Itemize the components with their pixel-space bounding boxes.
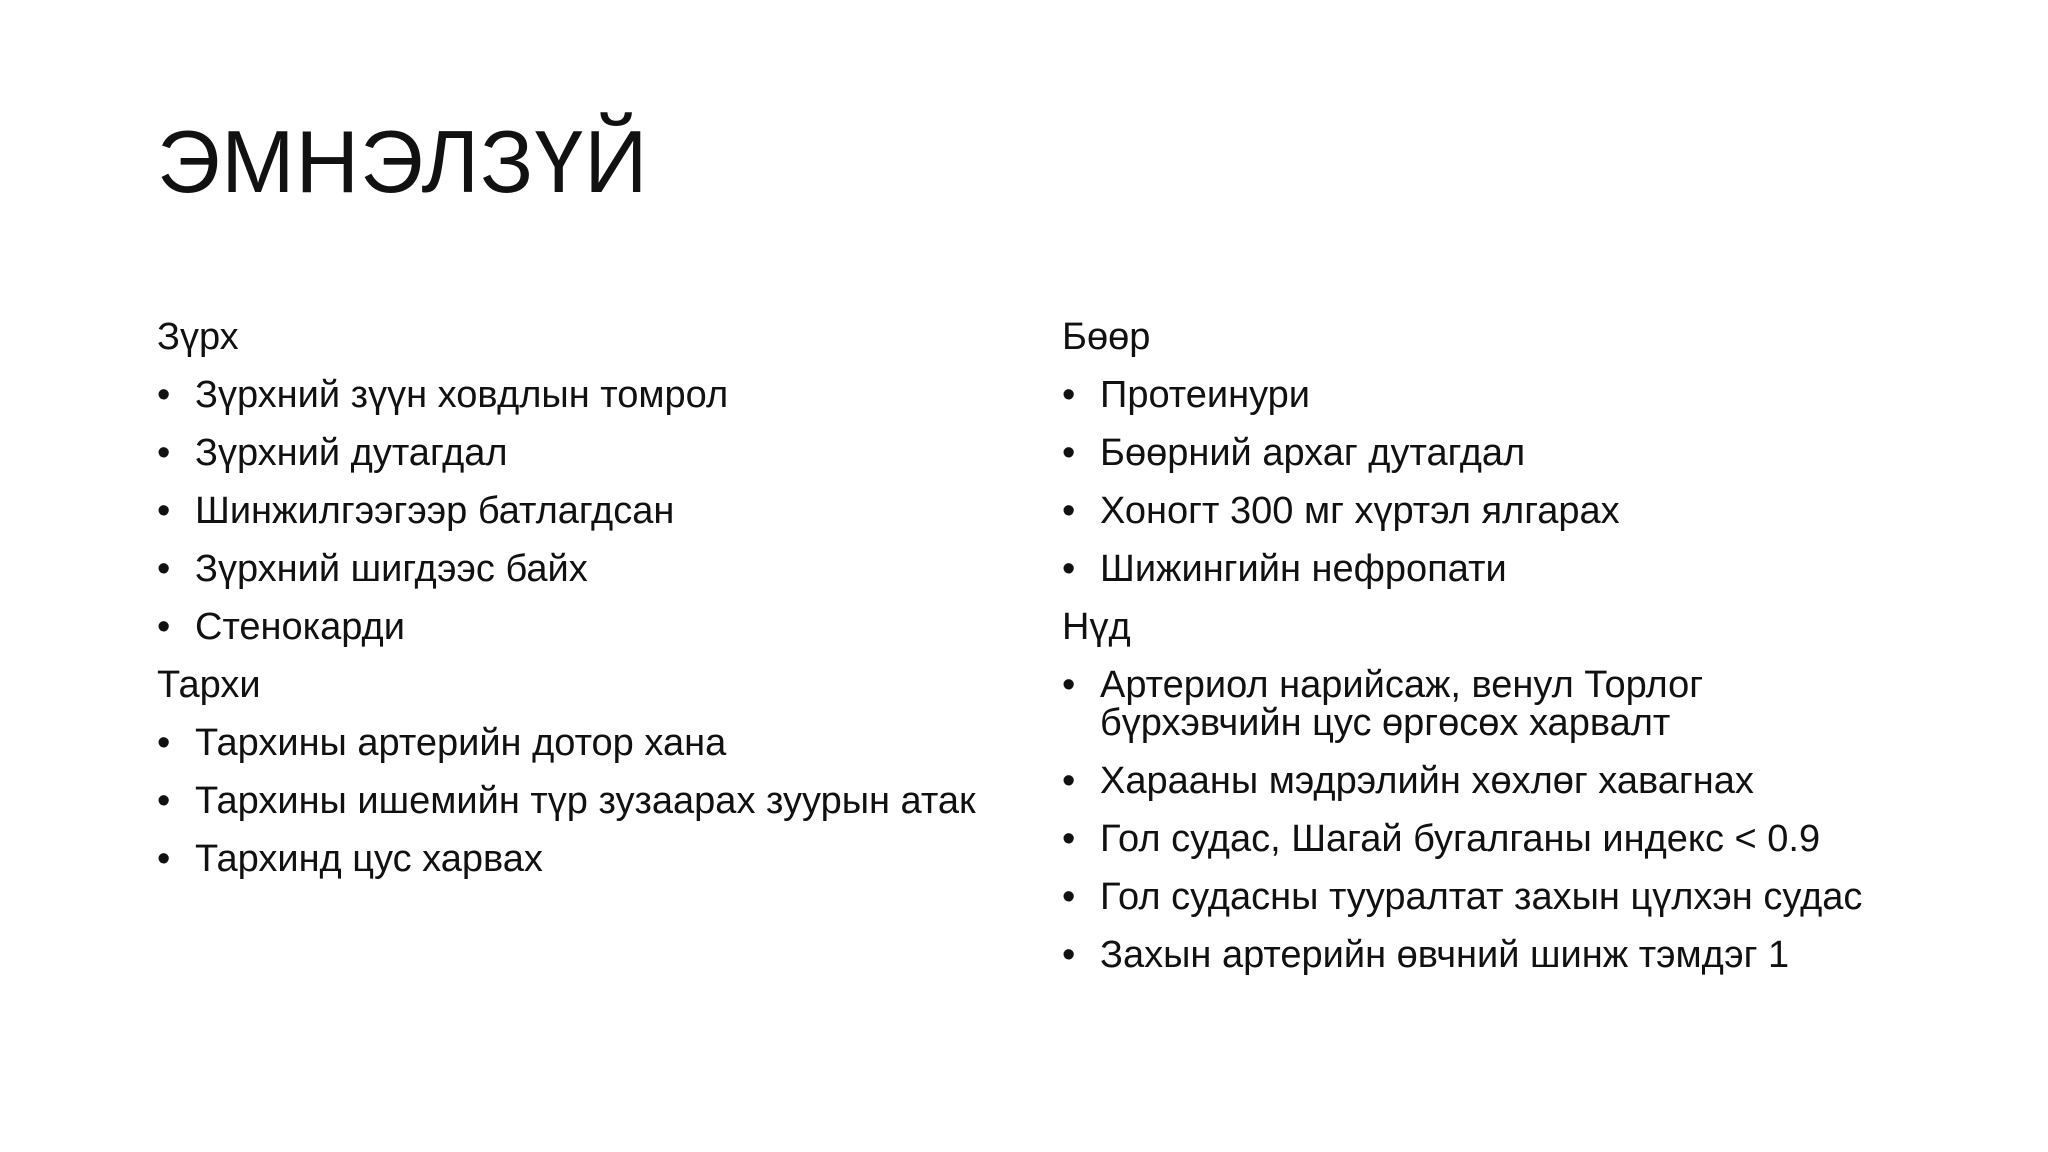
list-item: • Тархины ишемийн түр зузаарах зуурын атак	[157, 772, 1017, 830]
bullet-icon: •	[157, 780, 171, 822]
bullet-list-heart	[157, 366, 1017, 656]
list-item: • Протеинури	[1062, 366, 1922, 424]
list-item: • Зүрхний зүүн ховдлын томрол	[157, 366, 1017, 424]
list-item: • Зүрхний шигдээс байх	[157, 540, 1017, 598]
group-heading-brain: Тархи	[157, 664, 261, 706]
bullet-icon: •	[157, 606, 171, 648]
list-item: • Гол судасны тууралтат захын цүлхэн судас	[1062, 868, 1922, 926]
bullet-icon: •	[157, 374, 171, 416]
list-item: • Стенокарди	[157, 598, 1017, 656]
bullet-icon: •	[1062, 664, 1076, 706]
left-column	[157, 308, 1017, 888]
group-heading-heart: Зүрх	[157, 316, 239, 358]
list-item: • Зүрхний дутагдал	[157, 424, 1017, 482]
bullet-icon: •	[157, 838, 171, 880]
bullet-list-eye	[1062, 656, 1922, 984]
group-heading-kidney: Бөөр	[1062, 316, 1151, 358]
bullet-icon: •	[157, 548, 171, 590]
bullet-icon: •	[1062, 548, 1076, 590]
bullet-list-brain	[157, 714, 1017, 888]
bullet-icon: •	[1062, 432, 1076, 474]
bullet-icon: •	[1062, 934, 1076, 976]
list-item: • Шижингийн нефропати	[1062, 540, 1922, 598]
list-item: • Артериол нарийсаж, венул Торлог бүрхэвчийн цус өргөсөх харвалт	[1062, 664, 1704, 744]
group-heading-eye: Нүд	[1062, 606, 1131, 648]
list-item: • Захын артерийн өвчний шинж тэмдэг 1	[1062, 926, 1922, 984]
bullet-icon: •	[1062, 760, 1076, 802]
list-item: • Гол судас, Шагай бугалганы индекс < 0.9	[1062, 810, 1922, 868]
list-item: • Харааны мэдрэлийн хөхлөг хавагнах	[1062, 752, 1922, 810]
list-item: • Тархины артерийн дотор хана	[157, 714, 1017, 772]
list-item: • Тархинд цус харвах	[157, 830, 1017, 888]
bullet-icon: •	[1062, 876, 1076, 918]
bullet-icon: •	[157, 722, 171, 764]
bullet-list-kidney	[1062, 366, 1922, 598]
bullet-icon: •	[1062, 818, 1076, 860]
list-item: • Хоногт 300 мг хүртэл ялгарах	[1062, 482, 1922, 540]
list-item: • Бөөрний архаг дутагдал	[1062, 424, 1922, 482]
slide-title: ЭМНЭЛЗҮЙ	[157, 112, 649, 211]
bullet-icon: •	[1062, 374, 1076, 416]
right-column	[1062, 308, 1922, 984]
bullet-icon: •	[157, 490, 171, 532]
list-item: • Шинжилгээгээр батлагдсан	[157, 482, 1017, 540]
bullet-icon: •	[1062, 490, 1076, 532]
bullet-icon: •	[157, 432, 171, 474]
